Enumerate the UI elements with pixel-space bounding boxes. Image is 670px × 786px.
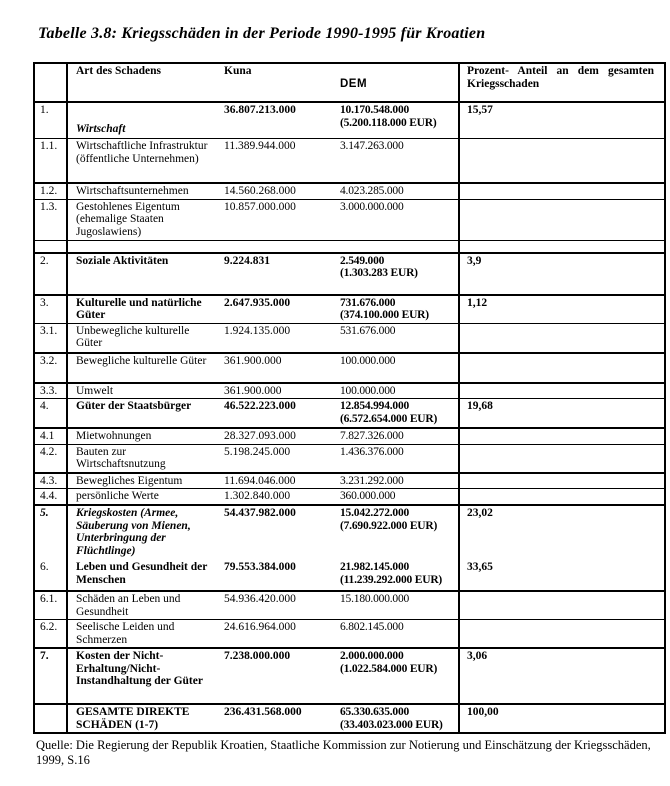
table-body [35, 101, 664, 732]
cell-prozent [458, 429, 664, 444]
cell-row-number: 4.1 [35, 429, 68, 444]
table-row [35, 101, 664, 138]
table-row [35, 444, 664, 472]
cell-dem: 1.436.376.000 [340, 445, 404, 458]
cell-art-des-schadens: GESAMTE DIREKTE SCHÄDEN (1-7) [76, 706, 190, 731]
cell-kuna [218, 241, 334, 252]
cell-dem: 15.180.000.000 [340, 593, 410, 605]
table-row [35, 560, 664, 590]
cell-prozent [458, 489, 664, 504]
cell-prozent: 3,06 [458, 649, 664, 703]
cell-row-number: 1.3. [35, 200, 68, 240]
cell-prozent [458, 620, 664, 647]
table-row [35, 138, 664, 182]
cell-art-des-schadens: Umwelt [76, 384, 114, 397]
cell-prozent: 3,9 [458, 254, 664, 294]
cell-kuna: 1.924.135.000 [224, 324, 291, 337]
cell-row-number: 3.3. [35, 384, 68, 399]
cell-kuna: 361.900.000 [224, 384, 282, 397]
cell-kuna: 46.522.223.000 [224, 400, 296, 412]
cell-row-number: 3.2. [35, 354, 68, 382]
header-cell-art: Art des Schadens [76, 65, 161, 77]
cell-dem: 731.676.000 (374.100.000 EUR) [340, 296, 429, 321]
cell-kuna: 7.238.000.000 [224, 650, 291, 662]
cell-row-number: 3.1. [35, 324, 68, 352]
cell-dem: 3.147.263.000 [340, 140, 404, 152]
table-row [35, 590, 664, 619]
header-cell-number [35, 64, 68, 101]
cell-prozent [458, 354, 664, 382]
cell-kuna: 79.553.384.000 [224, 561, 296, 573]
cell-dem: 10.170.548.000 (5.200.118.000 EUR) [340, 104, 437, 129]
page-title: Tabelle 3.8: Kriegsschäden in der Periode 1990-1995 für Kroatien [38, 25, 486, 42]
cell-dem: 531.676.000 [340, 324, 396, 337]
cell-kuna: 11.389.944.000 [224, 140, 296, 152]
cell-dem: 4.023.285.000 [340, 185, 404, 197]
cell-kuna: 54.437.982.000 [224, 507, 296, 519]
table-row [35, 182, 664, 199]
table-row [35, 427, 664, 444]
cell-row-number: 1. [35, 103, 68, 138]
cell-art-des-schadens: persönliche Werte [76, 490, 159, 502]
cell-prozent [458, 184, 664, 199]
cell-art-des-schadens: Güter der Staatsbürger [76, 400, 192, 412]
cell-art-des-schadens: Schäden an Leben und Gesundheit [76, 593, 181, 618]
cell-prozent: 1,12 [458, 296, 664, 323]
cell-prozent [458, 200, 664, 240]
cell-dem: 100.000.000 [340, 384, 396, 397]
cell-prozent [458, 324, 664, 352]
table-row [35, 504, 664, 560]
cell-prozent [458, 139, 664, 182]
cell-art-des-schadens: Bewegliche kulturelle Güter [76, 354, 207, 367]
cell-dem: 2.549.000 (1.303.283 EUR) [340, 254, 418, 279]
cell-kuna: 10.857.000.000 [224, 200, 296, 213]
cell-dem: 65.330.635.000 (33.403.023.000 EUR) [340, 706, 443, 731]
cell-art-des-schadens: Kriegskosten (Armee, Säuberung von Mienen, Unterbringung der Flüchtlinge) [76, 507, 191, 557]
table-row [35, 240, 664, 252]
cell-art-des-schadens: Wirtschaftliche Infrastruktur (öffentliche Unternehmen) [76, 140, 208, 165]
dem-label: DEM [340, 78, 368, 90]
cell-art-des-schadens: Bauten zur Wirtschaftsnutzung [76, 445, 166, 470]
cell-art-des-schadens: Seelische Leiden und Schmerzen [76, 621, 175, 646]
cell-kuna: 11.694.046.000 [224, 474, 296, 487]
cell-row-number: 6.1. [35, 592, 68, 619]
table-row [35, 352, 664, 382]
cell-prozent [458, 384, 664, 399]
table-row [35, 398, 664, 427]
cell-art-des-schadens: Unbewegliche kulturelle Güter [76, 324, 190, 349]
cell-prozent: 19,68 [458, 399, 664, 427]
cell-dem: 12.854.994.000 (6.572.654.000 EUR) [340, 400, 438, 425]
cell-row-number: 5. [35, 506, 68, 560]
cell-kuna: 24.616.964.000 [224, 621, 296, 633]
cell-row-number: 3. [35, 296, 68, 323]
cell-prozent: 100,00 [458, 705, 664, 732]
damage-table [33, 62, 666, 734]
cell-dem: 3.000.000.000 [340, 200, 404, 213]
cell-dem: 2.000.000.000 (1.022.584.000 EUR) [340, 650, 438, 675]
table-row [35, 619, 664, 647]
header-cell-dem [334, 64, 458, 101]
cell-art-des-schadens: Kulturelle und natürliche Güter [76, 296, 202, 321]
cell-kuna: 5.198.245.000 [224, 445, 291, 458]
cell-kuna: 28.327.093.000 [224, 430, 296, 442]
cell-dem: 15.042.272.000 (7.690.922.000 EUR) [340, 507, 438, 532]
cell-prozent [458, 592, 664, 619]
cell-kuna: 9.224.831 [224, 254, 270, 267]
cell-row-number [35, 705, 68, 732]
cell-kuna: 36.807.213.000 [224, 104, 296, 116]
cell-dem: 7.827.326.000 [340, 430, 404, 442]
cell-row-number: 6. [35, 560, 68, 590]
cell-art-des-schadens: Kosten der Nicht-Erhaltung/Nicht-Instandhaltung der Güter [76, 650, 203, 687]
cell-art-des-schadens: Wirtschaftsunternehmen [76, 185, 189, 197]
cell-dem: 6.802.145.000 [340, 621, 404, 633]
cell-dem: 21.982.145.000 (11.239.292.000 EUR) [340, 561, 443, 586]
table-row [35, 488, 664, 504]
source-note: Quelle: Die Regierung der Republik Kroatien, Staatliche Kommission zur Notierung und Einschätzung der Kriegsschäden, 1999, S.16 [36, 738, 651, 767]
cell-row-number: 4. [35, 399, 68, 427]
table-row [35, 294, 664, 323]
header-cell-kuna: Kuna [224, 65, 252, 77]
cell-row-number [35, 241, 68, 252]
table-row [35, 199, 664, 240]
cell-row-number: 2. [35, 254, 68, 294]
cell-row-number: 4.4. [35, 489, 68, 504]
cell-kuna: 54.936.420.000 [224, 593, 296, 605]
cell-dem [334, 241, 458, 252]
table-header-row [35, 64, 664, 101]
cell-art-des-schadens: Wirtschaft [76, 123, 126, 135]
cell-prozent: 23,02 [458, 506, 664, 560]
cell-prozent: 15,57 [458, 103, 664, 138]
cell-kuna: 361.900.000 [224, 354, 282, 367]
cell-art-des-schadens: Bewegliches Eigentum [76, 474, 183, 487]
table-row [35, 647, 664, 703]
cell-prozent: 33,65 [458, 560, 664, 590]
cell-kuna: 236.431.568.000 [224, 706, 302, 718]
cell-row-number: 7. [35, 649, 68, 703]
table-row [35, 382, 664, 399]
cell-kuna: 1.302.840.000 [224, 490, 291, 502]
cell-dem: 100.000.000 [340, 354, 396, 367]
header-cell-prozent: Prozent- Anteil an dem gesamten Kriegsschaden [458, 64, 664, 101]
table-row [35, 323, 664, 352]
cell-prozent [458, 241, 664, 252]
cell-art-des-schadens: Gestohlenes Eigentum (ehemalige Staaten Jugoslawiens) [76, 200, 180, 238]
cell-art-des-schadens [68, 241, 218, 252]
cell-prozent [458, 445, 664, 472]
cell-row-number: 4.2. [35, 445, 68, 472]
table-row [35, 703, 664, 732]
cell-prozent [458, 474, 664, 489]
cell-dem: 360.000.000 [340, 490, 396, 502]
cell-art-des-schadens: Mietwohnungen [76, 430, 152, 442]
table-row [35, 472, 664, 489]
cell-row-number: 1.1. [35, 139, 68, 182]
table-row [35, 252, 664, 294]
cell-kuna: 2.647.935.000 [224, 296, 291, 309]
cell-art-des-schadens: Soziale Aktivitäten [76, 254, 169, 267]
cell-row-number: 6.2. [35, 620, 68, 647]
cell-kuna: 14.560.268.000 [224, 185, 296, 197]
cell-row-number: 4.3. [35, 474, 68, 489]
cell-art-des-schadens: Leben und Gesundheit der Menschen [76, 561, 208, 586]
cell-row-number: 1.2. [35, 184, 68, 199]
cell-dem: 3.231.292.000 [340, 474, 404, 487]
